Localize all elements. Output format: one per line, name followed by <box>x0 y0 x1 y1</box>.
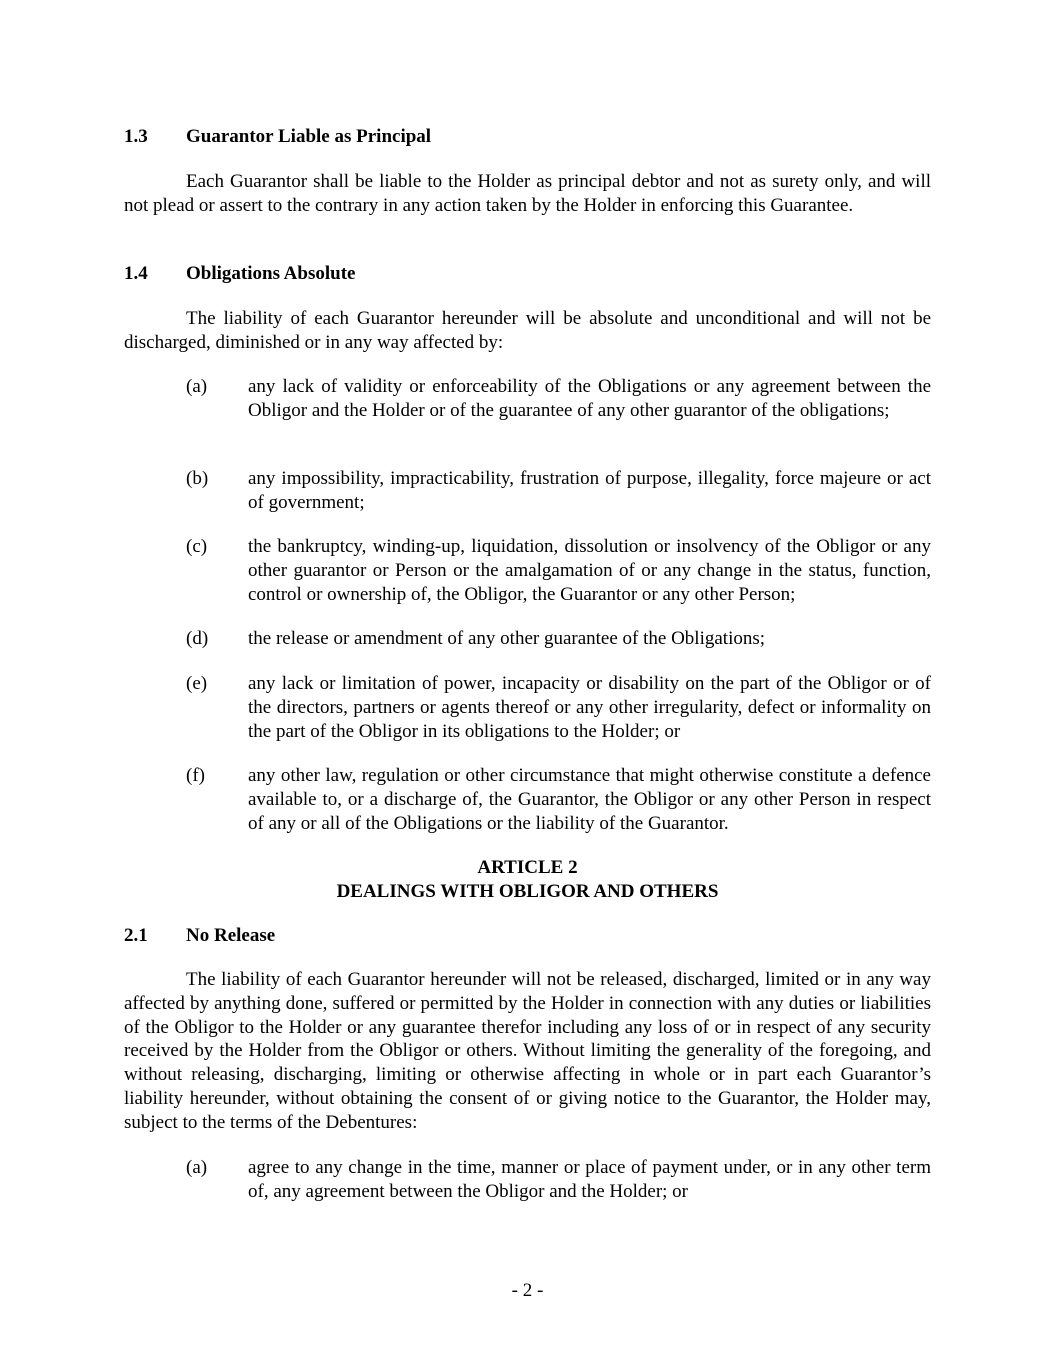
section-2-1-body: The liability of each Guarantor hereunder will not be released, discharged, limited or in any way affected by anything done, suffered or permitted by the Holder in connection with any duties or liabilities of the Obligor to the Holder or any guarantee therefor including any loss of or in respect of any security received by the Holder from the Obligor or others. Without limiting the generality of the foregoing, and without releasing, discharging, limiting or otherwise affecting in whole or in part each Guarantor’s liability hereunder, without obtaining the consent of or giving notice to the Guarantor, the Holder may, subject to the terms of the Debentures: <box>124 969 931 1133</box>
list-item-label: (f) <box>186 765 205 786</box>
list-item-text: any impossibility, impracticability, frustration of purpose, illegality, force majeure or act of government; <box>248 468 931 513</box>
page-number: - 2 - <box>511 1280 544 1301</box>
list-item <box>186 1156 931 1204</box>
list-item <box>186 467 931 515</box>
list-item-text: any other law, regulation or other circumstance that might otherwise constitute a defence available to, or a discharge of, the Guarantor, the Obligor or any other Person in respect of any or all of the Obligations or the liability of the Guarantor. <box>248 765 931 834</box>
article-title: DEALINGS WITH OBLIGOR AND OTHERS <box>336 880 719 902</box>
list-item-label: (a) <box>186 376 208 397</box>
section-number: 2.1 <box>124 925 148 946</box>
section-1-4-body: The liability of each Guarantor hereunder will be absolute and unconditional and will not be discharged, diminished or in any way affected by: <box>124 308 931 353</box>
list-item <box>186 672 931 743</box>
list-item-text: the bankruptcy, winding-up, liquidation, dissolution or insolvency of the Obligor or any other guarantor or Person or the amalgamation of or any change in the status, function, control or ownership of, the Obligor, the Guarantor or any other Person; <box>248 536 931 605</box>
section-number: 1.3 <box>124 126 148 147</box>
list-item-text: any lack of validity or enforceability of the Obligations or any agreement between the Obligor and the Holder or of the guarantee of any other guarantor of the obligations; <box>248 376 931 421</box>
list-item <box>186 535 931 606</box>
section-title: Guarantor Liable as Principal <box>186 126 432 147</box>
list-item-label: (c) <box>186 536 208 557</box>
list-item <box>186 764 931 835</box>
list-item-label: (b) <box>186 468 209 489</box>
section-title: No Release <box>186 925 276 946</box>
section-1-3-body: Each Guarantor shall be liable to the Holder as principal debtor and not as surety only, and will not plead or assert to the contrary in any action taken by the Holder in enforcing this Guarantee. <box>124 171 931 216</box>
list-item-text: the release or amendment of any other guarantee of the Obligations; <box>248 628 766 649</box>
list-item-label: (d) <box>186 628 209 649</box>
list-item-text: any lack or limitation of power, incapacity or disability on the part of the Obligor or of the directors, partners or agents thereof or any other irregularity, defect or informality on the part of the Obligor in its obligations to the Holder; or <box>248 673 931 742</box>
article-number: ARTICLE 2 <box>477 857 578 878</box>
list-item <box>186 627 931 651</box>
section-title: Obligations Absolute <box>186 263 356 284</box>
list-item-text: agree to any change in the time, manner or place of payment under, or in any other term of, any agreement between the Obligor and the Holder; or <box>248 1157 931 1202</box>
list-item-label: (e) <box>186 673 208 694</box>
list-item <box>186 375 931 423</box>
list-item-label: (a) <box>186 1157 208 1178</box>
article-heading <box>124 856 931 904</box>
section-number: 1.4 <box>124 263 148 284</box>
